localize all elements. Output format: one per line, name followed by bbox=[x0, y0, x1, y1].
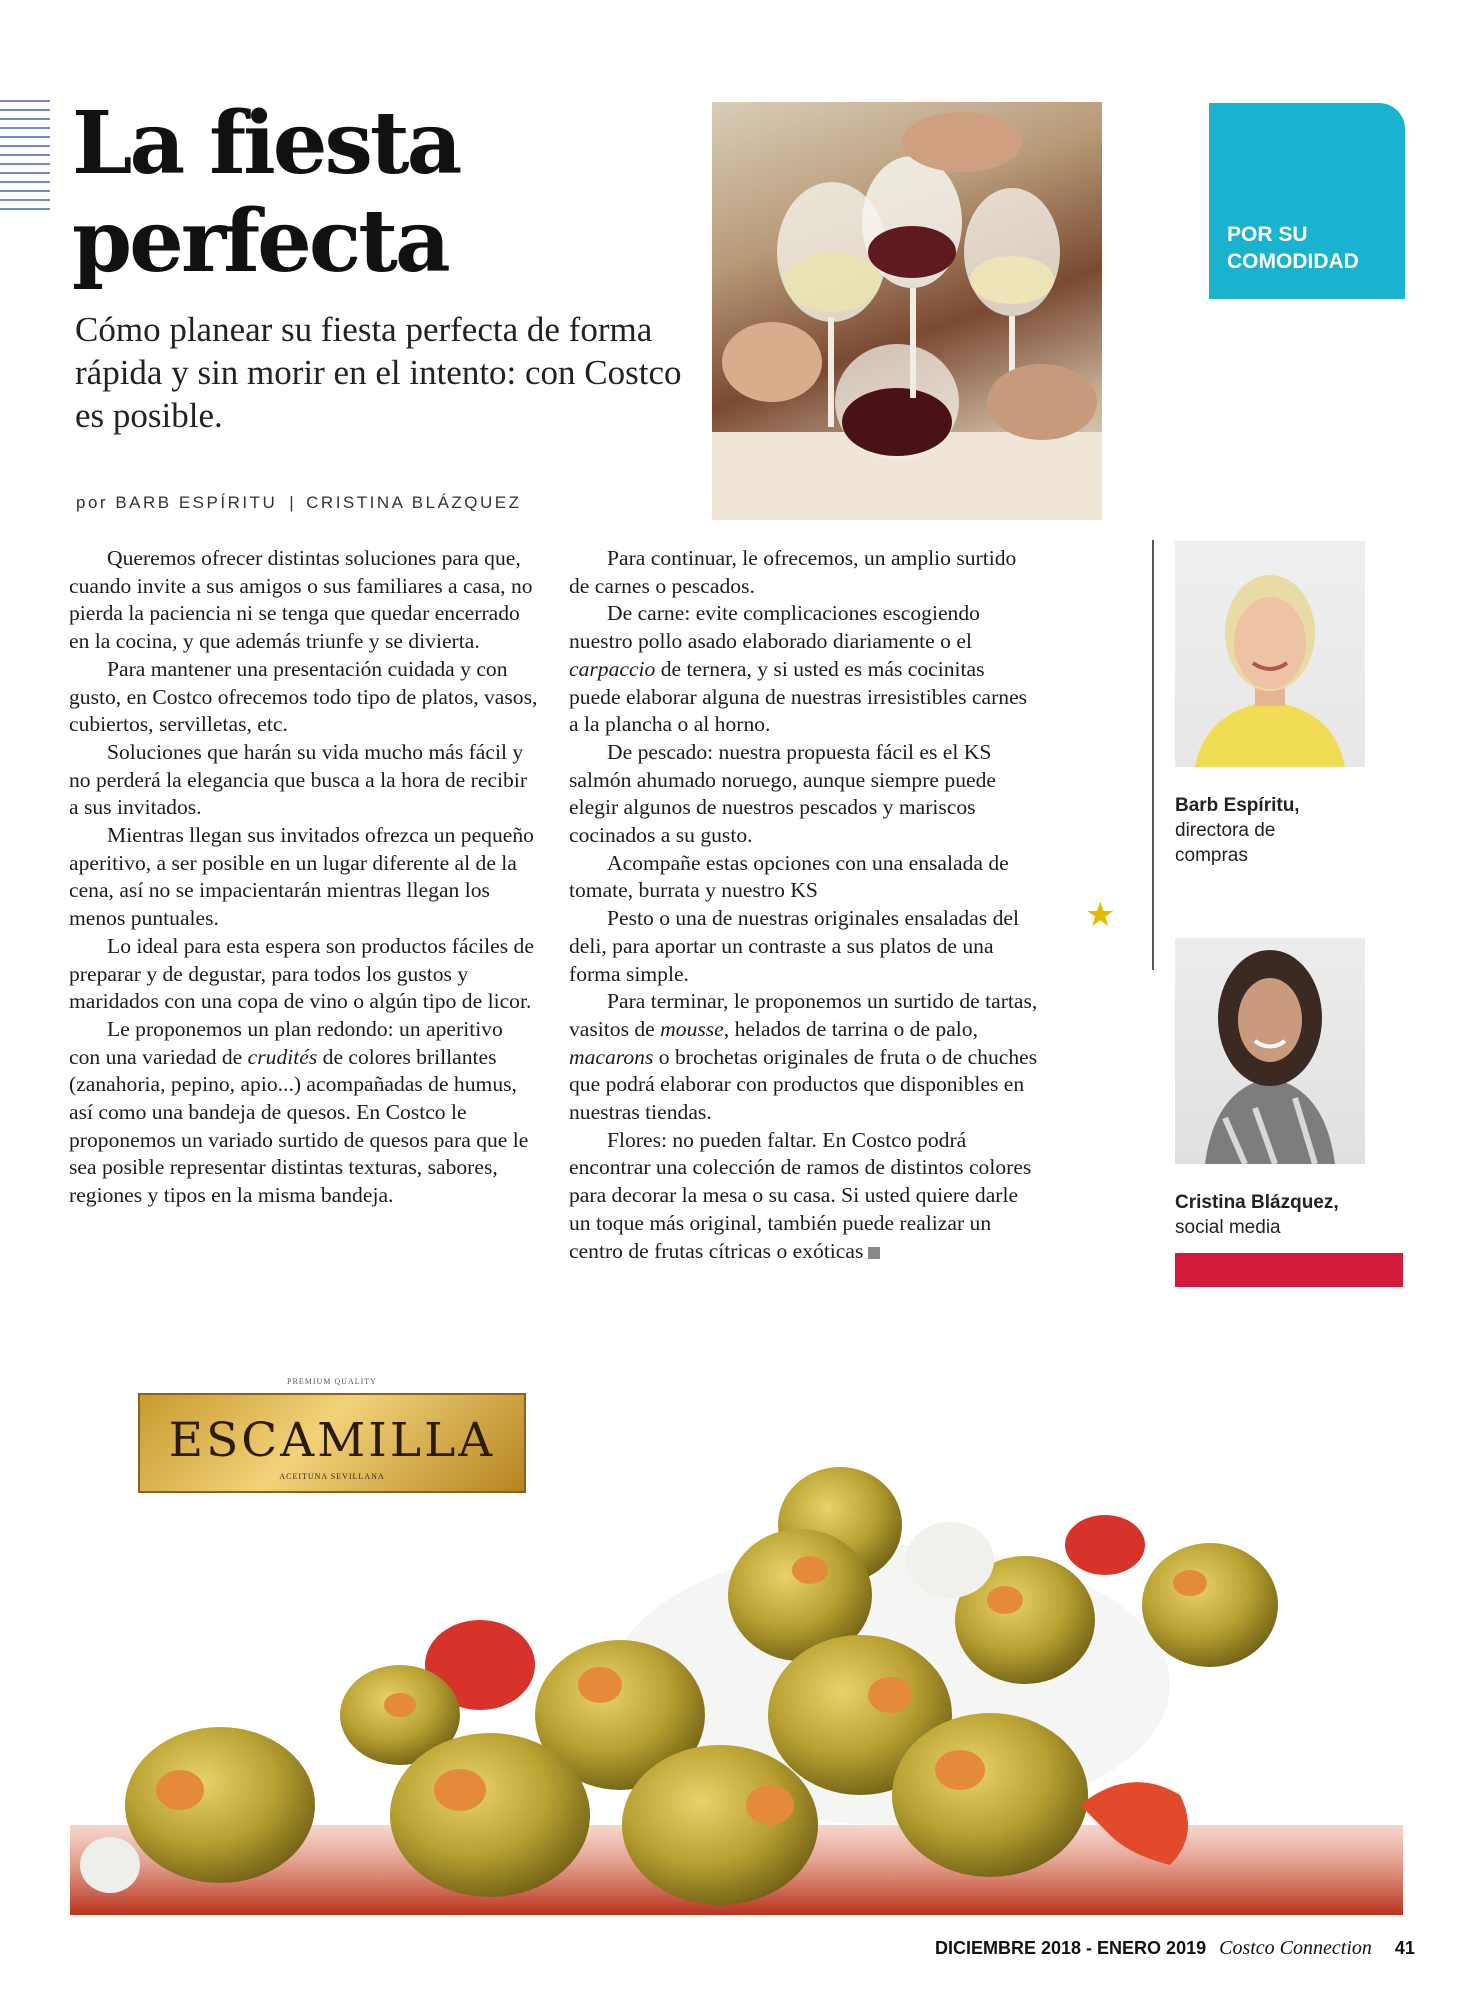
text-run: Le proponemos un plan redondo: un aperitivo con una variedad de bbox=[69, 1016, 503, 1069]
paragraph bbox=[69, 1016, 539, 1210]
logo-top-text: PREMIUM QUALITY bbox=[287, 1377, 377, 1386]
byline-separator: | bbox=[289, 493, 297, 512]
emphasis: mousse bbox=[660, 1016, 724, 1041]
caption-cristina-blazquez bbox=[1175, 1190, 1339, 1240]
person-name: Cristina Blázquez, bbox=[1175, 1192, 1339, 1213]
person-role: social media bbox=[1175, 1217, 1281, 1238]
text-run: de colores brillantes (zanahoria, pepino, apio...) acompañadas de humus, así como una bandeja de quesos. En Costco le proponemos un variado surtido de quesos para que le sea posible representar distintas texturas, sabores, regiones y tipos en la misma bandeja. bbox=[69, 1044, 529, 1208]
text-run: , helados de tarrina o de palo, bbox=[723, 1016, 978, 1041]
text-run: Flores: no pueden faltar. En Costco podrá encontrar una colección de ramos de distintos colores para decorar la mesa o su casa. Si usted quiere darle un toque más original, también puede realizar un centro de frutas cítricas o exóticas bbox=[569, 1127, 1032, 1263]
paragraph: Lo ideal para esta espera son productos fáciles de preparar y de degustar, para todos los gustos y maridados con una copa de vino o algún tipo de licor. bbox=[69, 933, 534, 1014]
section-tag-label bbox=[1227, 221, 1359, 275]
red-accent-bar bbox=[1175, 1253, 1403, 1287]
text-run: Para terminar, le proponemos un surtido de tartas, vasitos de bbox=[569, 989, 1038, 1041]
paragraph: Soluciones que harán su vida mucho más fácil y no perderá la elegancia que busca a la hora de recibir a sus invitados. bbox=[69, 739, 528, 820]
portrait-illustration bbox=[1175, 541, 1365, 767]
star-icon: ★ bbox=[1085, 895, 1116, 935]
paragraph: Pesto o una de nuestras originales ensaladas del deli, para aportar un contraste a sus platos de una forma simple. bbox=[569, 906, 1019, 986]
paragraph: Para continuar, le ofrecemos, un amplio surtido de carnes o pescados. bbox=[569, 546, 1017, 598]
body-column-1 bbox=[69, 545, 539, 1210]
title-line-1: La fiesta bbox=[72, 93, 460, 194]
text-run: De carne: evite complicaciones escogiendo nuestro pollo asado elaborado diariamente o el bbox=[569, 601, 980, 654]
article-subtitle: Cómo planear su fiesta perfecta de forma rápida y sin morir en el intento: con Costco es posible. bbox=[75, 310, 682, 435]
byline-prefix: por bbox=[76, 493, 109, 512]
paragraph: Queremos ofrecer distintas soluciones para que, cuando invite a sus amigos o sus familiares a casa, no pierda la paciencia ni se tenga que quedar encerrado en la cocina, y que además triunfe y se divierta. bbox=[69, 546, 533, 654]
page-footer bbox=[935, 1937, 1415, 1960]
body-column-2 bbox=[569, 545, 1039, 1265]
paragraph bbox=[569, 600, 1039, 739]
emphasis: crudités bbox=[247, 1044, 318, 1069]
paragraph bbox=[569, 1127, 1039, 1266]
decorative-stripes bbox=[0, 100, 50, 215]
logo-brand-name: ESCAMILLA bbox=[168, 1413, 496, 1468]
person-name: Barb Espíritu, bbox=[1175, 795, 1300, 816]
paragraph: De pescado: nuestra propuesta fácil es el KS salmón ahumado noruego, aunque siempre puede elegir algunos de nuestros pescados y mariscos cocinados a su gusto. bbox=[569, 739, 996, 848]
square-end-mark-icon bbox=[868, 1247, 880, 1259]
section-tag bbox=[1209, 103, 1405, 299]
text-run: o brochetas originales de fruta o de chuches que podrá elaborar con productos que disponibles en nuestras tiendas. bbox=[569, 1044, 1038, 1125]
wine-glasses-illustration bbox=[712, 102, 1102, 520]
article-title bbox=[72, 95, 459, 291]
byline bbox=[76, 493, 522, 513]
footer-magazine-name: Costco Connection bbox=[1219, 1937, 1372, 1959]
paragraph bbox=[569, 988, 1039, 1127]
tag-line-1: POR SU bbox=[1227, 223, 1308, 246]
emphasis: macarons bbox=[569, 1044, 654, 1069]
author-2: CRISTINA BLÁZQUEZ bbox=[306, 493, 522, 512]
wine-toast-photo bbox=[712, 102, 1102, 520]
footer-date: DICIEMBRE 2018 - ENERO 2019 bbox=[935, 1938, 1207, 1958]
escamilla-brand-logo bbox=[138, 1377, 526, 1493]
paragraph: Para mantener una presentación cuidada y con gusto, en Costco ofrecemos todo tipo de platos, vasos, cubiertos, servilletas, etc. bbox=[69, 656, 538, 737]
page-number: 41 bbox=[1394, 1938, 1415, 1958]
portrait-illustration bbox=[1175, 938, 1365, 1164]
portrait-cristina-blazquez bbox=[1175, 938, 1365, 1164]
tag-line-2: COMODIDAD bbox=[1227, 250, 1359, 273]
portrait-barb-espiritu bbox=[1175, 541, 1365, 767]
paragraph: Mientras llegan sus invitados ofrezca un pequeño aperitivo, a ser posible en un lugar diferente al de la cena, así no se impacientarán mientras llegan los menos puntuales. bbox=[69, 823, 534, 931]
title-line-2: perfecta bbox=[72, 191, 448, 292]
person-role: directora de bbox=[1175, 820, 1276, 841]
author-1: BARB ESPÍRITU bbox=[115, 493, 278, 512]
text-run: de ternera, y si usted es más cocinitas puede elaborar alguna de nuestras irresistibles carnes a la plancha o al horno. bbox=[569, 656, 1028, 737]
sidebar-divider bbox=[1152, 540, 1154, 970]
person-role: compras bbox=[1175, 845, 1248, 866]
logo-tagline: ACEITUNA SEVILLANA bbox=[279, 1472, 385, 1481]
emphasis: carpaccio bbox=[569, 656, 656, 681]
caption-barb-espiritu bbox=[1175, 793, 1300, 868]
paragraph: Acompañe estas opciones con una ensalada de tomate, burrata y nuestro KS bbox=[569, 850, 1009, 903]
